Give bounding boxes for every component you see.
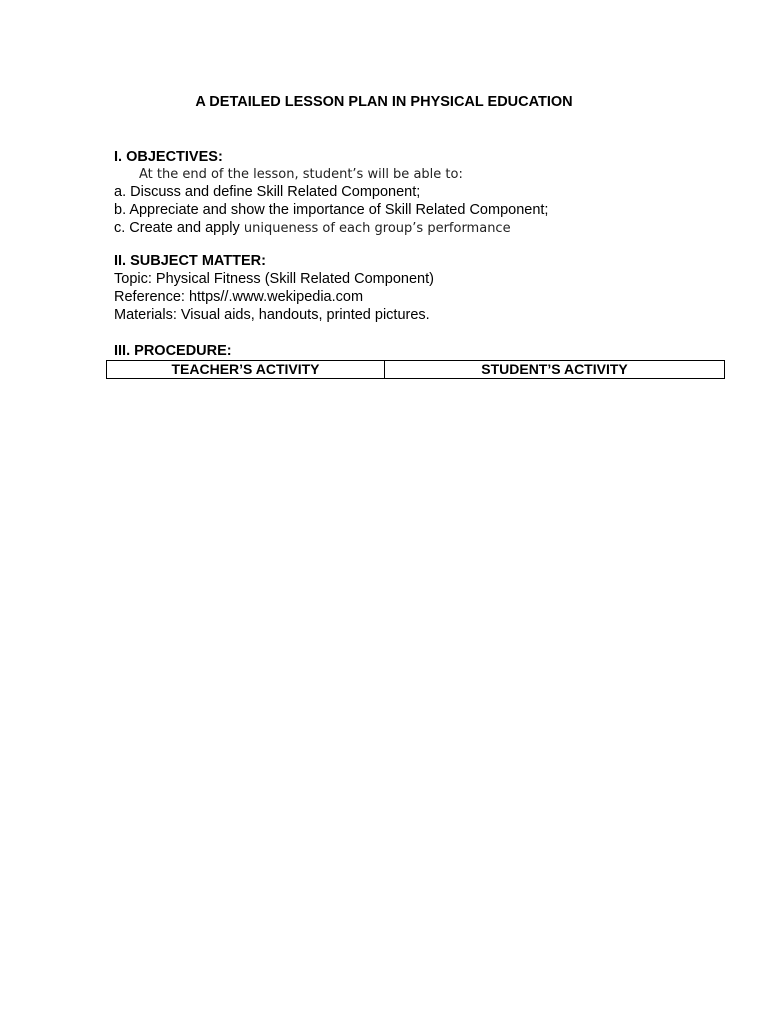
objectives-intro: At the end of the lesson, student’s will be able to: [139, 167, 463, 182]
objective-item-c [114, 219, 511, 238]
procedure-table [106, 360, 725, 379]
objectives-heading: I. OBJECTIVES: [114, 149, 223, 165]
procedure-table-header-row [107, 361, 725, 379]
objective-item-c-suffix: uniqueness of each group’s performance [239, 221, 511, 236]
objective-item-b: b. Appreciate and show the importance of Skill Related Component; [114, 202, 549, 218]
subject-topic: Topic: Physical Fitness (Skill Related Component) [114, 271, 434, 287]
student-activity-header: STUDENT’S ACTIVITY [385, 361, 725, 379]
objective-item-c-prefix: c. Create and apply [114, 220, 240, 236]
objective-item-a: a. Discuss and define Skill Related Component; [114, 184, 421, 200]
procedure-heading: III. PROCEDURE: [114, 343, 232, 359]
subject-reference: Reference: https//.www.wekipedia.com [114, 289, 364, 305]
subject-materials: Materials: Visual aids, handouts, printed pictures. [114, 307, 430, 323]
subject-matter-heading: II. SUBJECT MATTER: [114, 253, 266, 269]
document-title: A DETAILED LESSON PLAN IN PHYSICAL EDUCATION [195, 94, 573, 110]
teacher-activity-header: TEACHER’S ACTIVITY [107, 361, 385, 379]
